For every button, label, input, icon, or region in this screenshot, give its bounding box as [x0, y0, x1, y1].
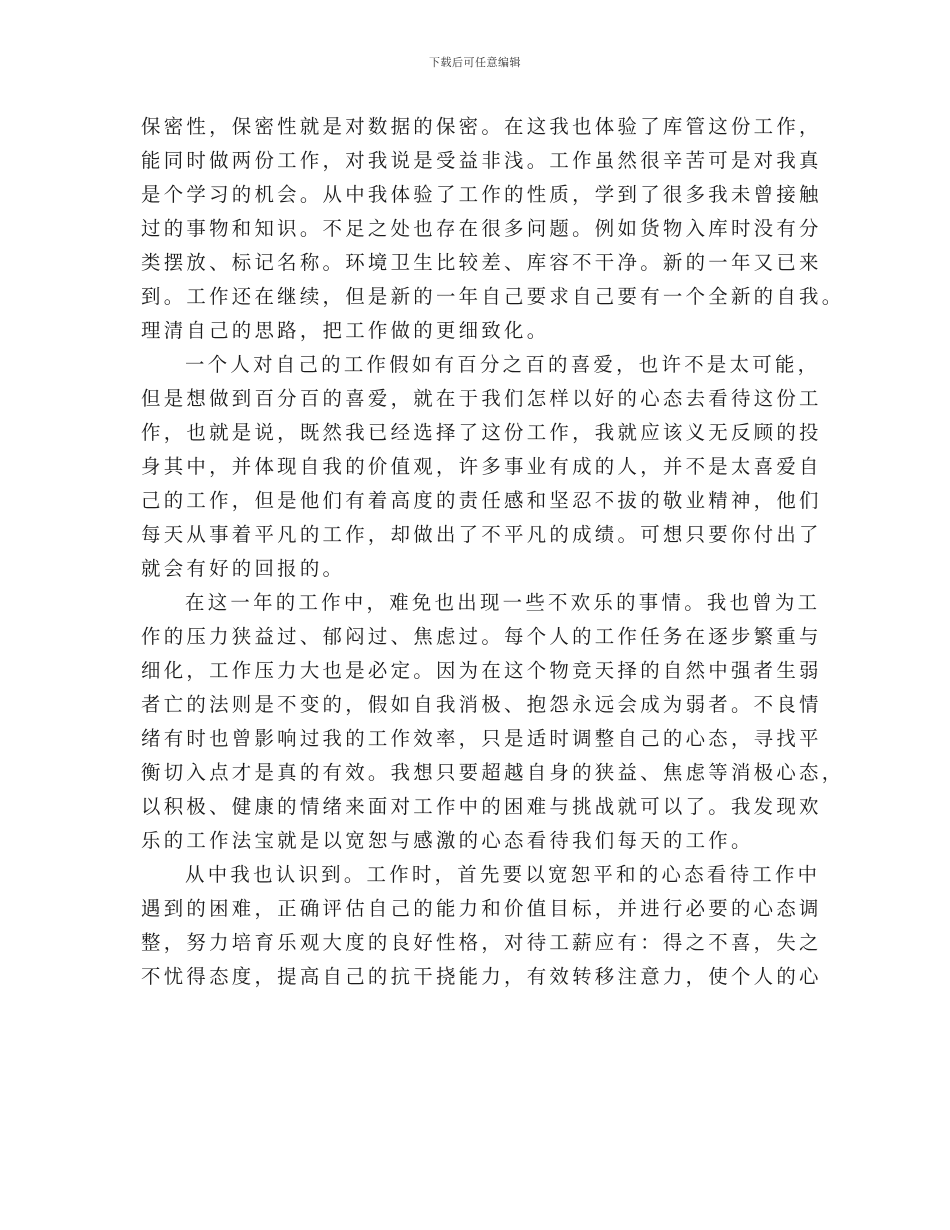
text-line: 绪有时也曾影响过我的工作效率，只是适时调整自己的心态，寻找平 [141, 727, 822, 750]
text-line: 一个人对自己的工作假如有百分之百的喜爱，也许不是太可能， [185, 353, 821, 376]
paragraph [141, 586, 845, 858]
paragraph [141, 110, 845, 348]
text-line: 在这一年的工作中，难免也出现一些不欢乐的事情。我也曾为工 [185, 591, 821, 614]
text-line: 己的工作，但是他们有着高度的责任感和坚忍不拔的敬业精神，他们 [141, 489, 822, 512]
text-line: 作，也就是说，既然我已经选择了这份工作，我就应该义无反顾的投 [141, 421, 822, 444]
page-header-note: 下载后可任意编辑 [429, 56, 521, 69]
text-line: 能同时做两份工作，对我说是受益非浅。工作虽然很辛苦可是对我真 [141, 149, 822, 172]
text-line: 保密性，保密性就是对数据的保密。在这我也体验了库管这份工作， [141, 115, 822, 138]
text-line: 就会有好的回报的。 [141, 557, 346, 580]
text-line: 到。工作还在继续，但是新的一年自己要求自己要有一个全新的自我。 [141, 285, 845, 308]
text-line: 每天从事着平凡的工作，却做出了不平凡的成绩。可想只要你付出了 [141, 523, 822, 546]
text-line: 身其中，并体现自我的价值观，许多事业有成的人，并不是太喜爱自 [141, 455, 822, 478]
text-line: 是个学习的机会。从中我体验了工作的性质，学到了很多我未曾接触 [141, 183, 822, 206]
text-line: 但是想做到百分百的喜爱，就在于我们怎样以好的心态去看待这份工 [141, 387, 822, 410]
text-line: 作的压力狭益过、郁闷过、焦虑过。每个人的工作任务在逐步繁重与 [141, 625, 822, 648]
text-line: 遇到的困难，正确评估自己的能力和价值目标，并进行必要的心态调 [141, 897, 822, 920]
paragraph [141, 858, 821, 994]
text-line: 从中我也认识到。工作时，首先要以宽恕平和的心态看待工作中 [185, 863, 821, 886]
text-line: 理清自己的思路，把工作做的更细致化。 [141, 319, 550, 342]
text-line: 整，努力培育乐观大度的良好性格，对待工薪应有：得之不喜，失之 [141, 931, 822, 954]
text-line: 者亡的法则是不变的，假如自我消极、抱怨永远会成为弱者。不良情 [141, 693, 822, 716]
text-line: 乐的工作法宝就是以宽恕与感激的心态看待我们每天的工作。 [141, 829, 754, 852]
paragraph [141, 348, 821, 586]
text-line: 衡切入点才是真的有效。我想只要超越自身的狭益、焦虑等消极心态， [141, 761, 845, 784]
text-line: 不忧得态度，提高自己的抗干挠能力，有效转移注意力，使个人的心 [141, 965, 822, 988]
text-line: 类摆放、标记名称。环境卫生比较差、库容不干净。新的一年又已来 [141, 251, 822, 274]
text-line: 以积极、健康的情绪来面对工作中的困难与挑战就可以了。我发现欢 [141, 795, 822, 818]
text-line: 细化，工作压力大也是必定。因为在这个物竞天择的自然中强者生弱 [141, 659, 822, 682]
document-body [141, 110, 845, 994]
text-line: 过的事物和知识。不足之处也存在很多问题。例如货物入库时没有分 [141, 217, 822, 240]
